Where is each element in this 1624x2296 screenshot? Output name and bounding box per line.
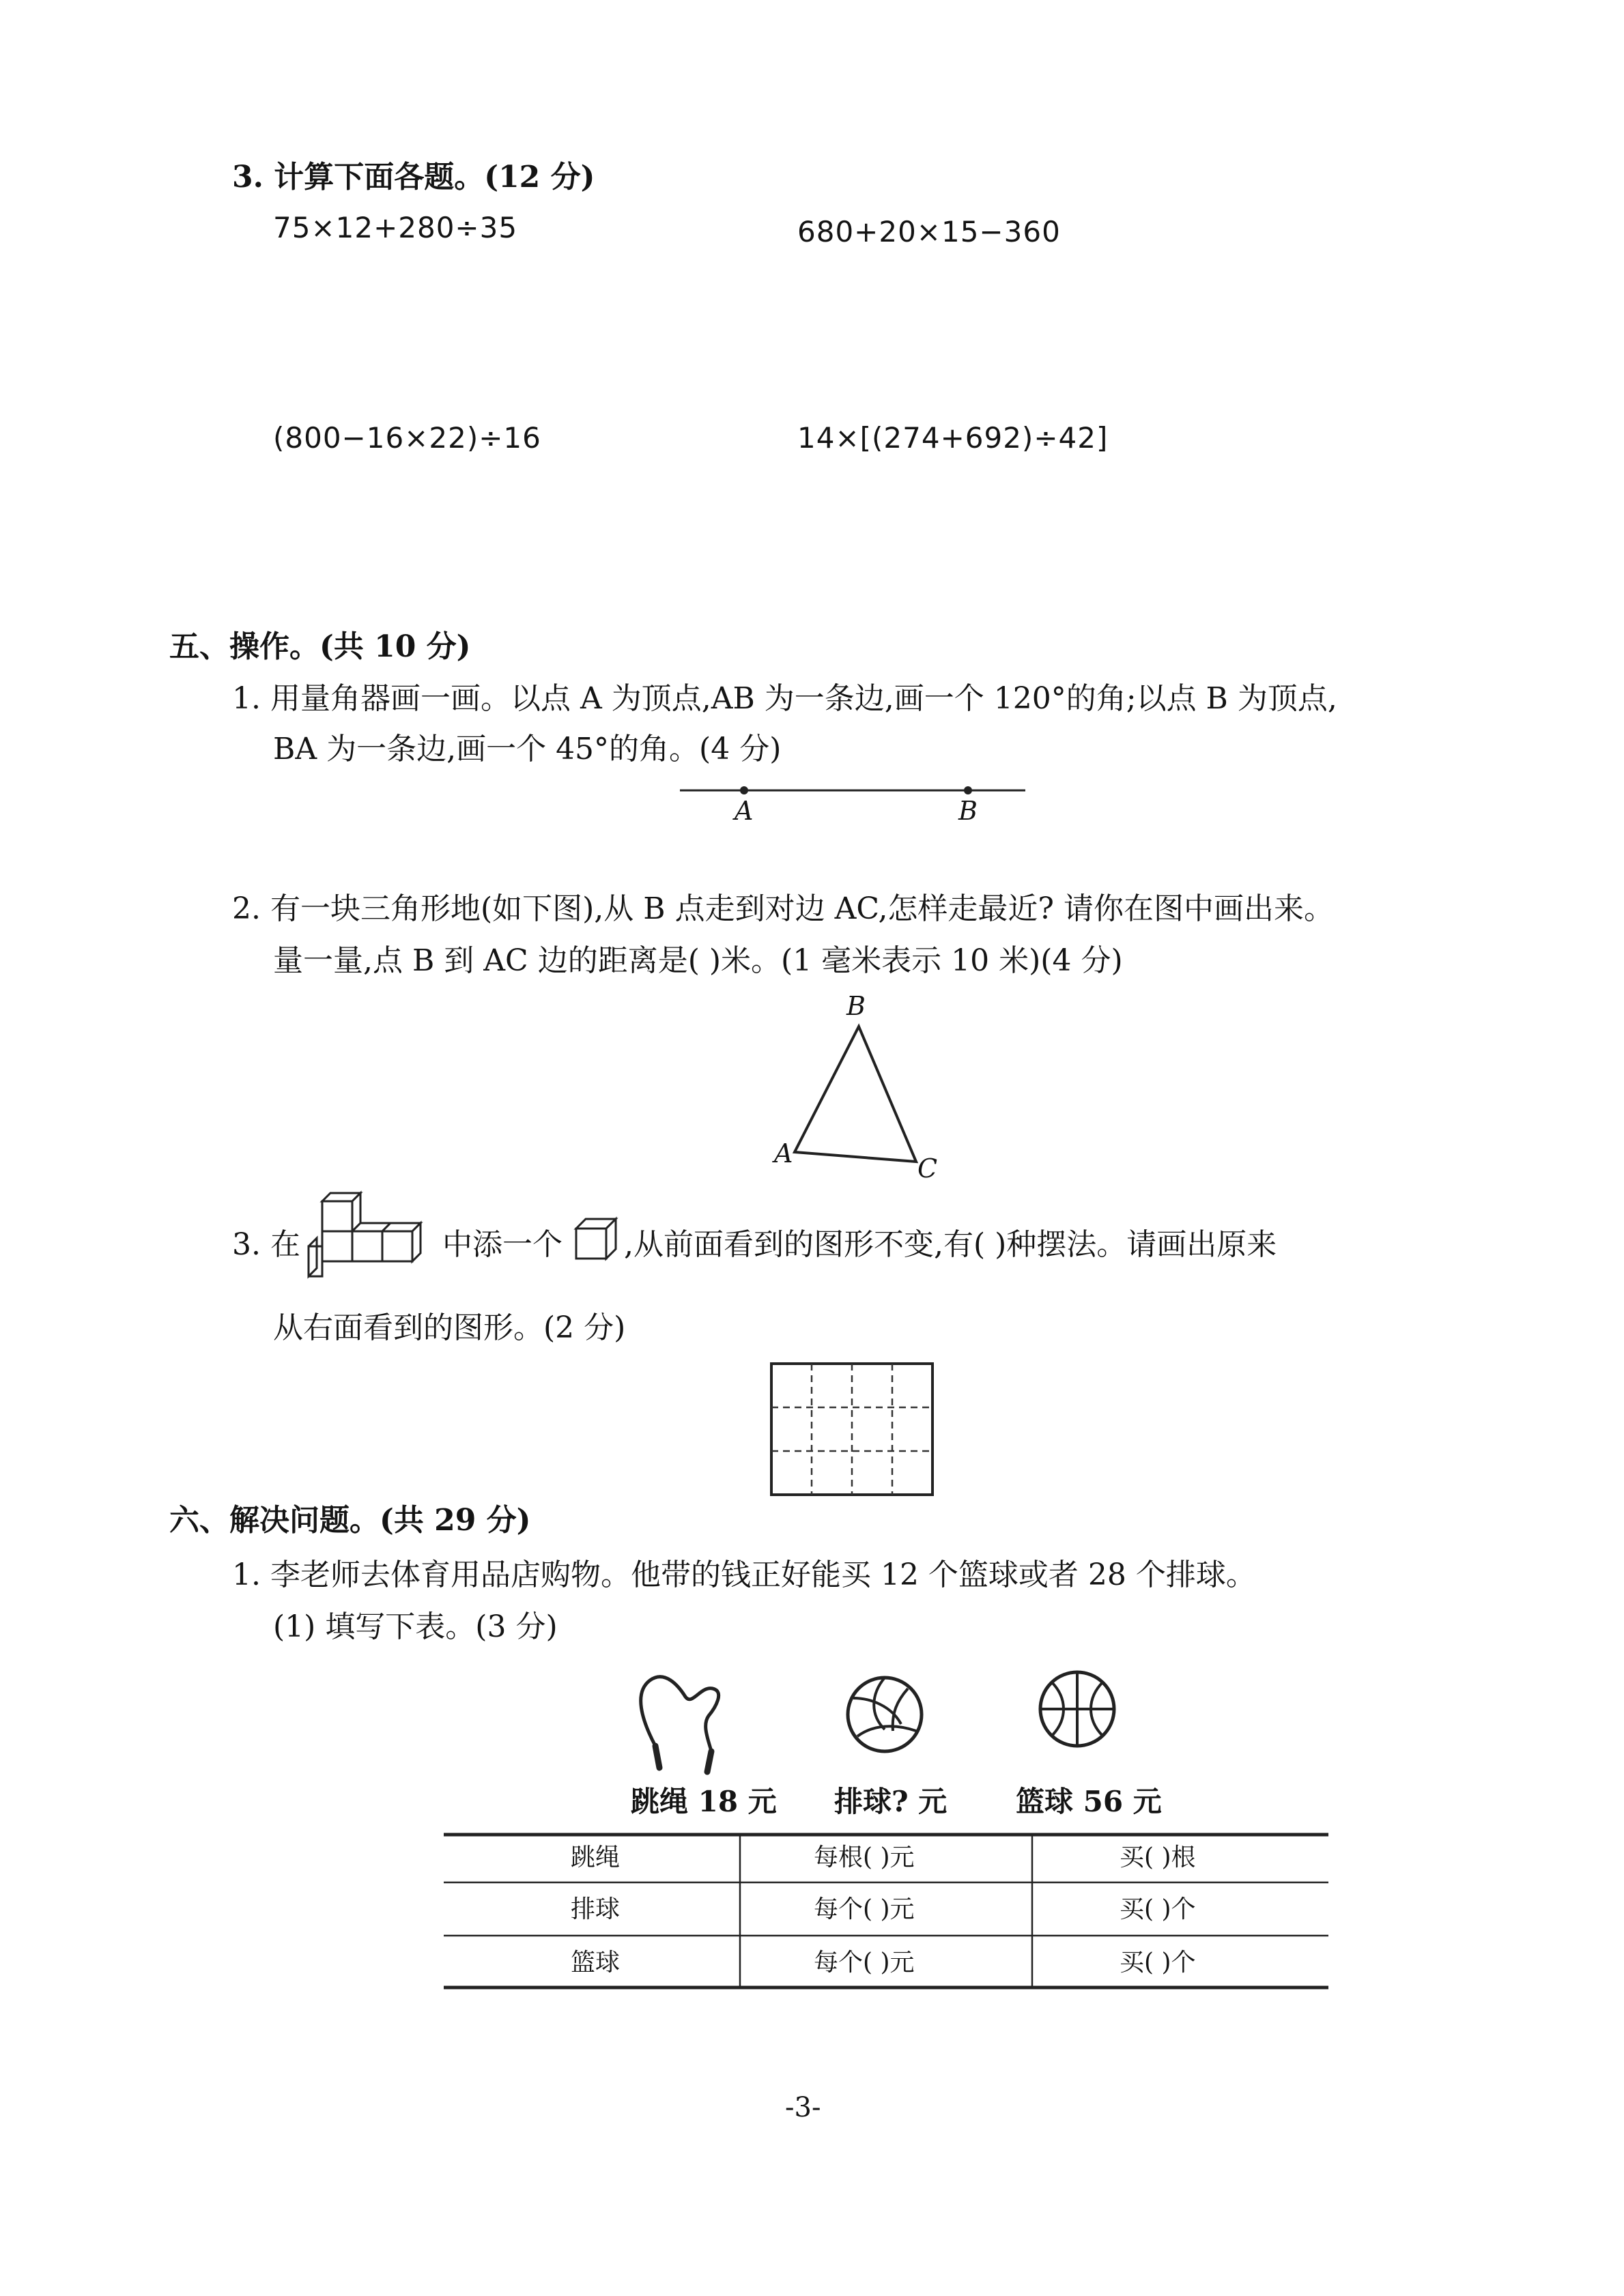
q6-1-line1: 1. 李老师去体育用品店购物。他带的钱正好能买 12 个篮球或者 28 个排球。 [232, 1558, 1256, 1592]
item-volleyball-label: 排球? 元 [834, 1785, 948, 1818]
q5-3-mid: 中添一个 [442, 1227, 562, 1262]
table-cell-blank[interactable]: 买( )根 [1120, 1843, 1196, 1871]
table-cell-blank[interactable]: 买( )个 [1120, 1895, 1196, 1923]
q6-1-sub1: (1) 填写下表。(3 分) [273, 1609, 558, 1644]
tri-a-label: A [774, 1138, 793, 1168]
q5-3-end: ,从前面看到的图形不变,有( )种摆法。请画出原来 [624, 1227, 1277, 1262]
point-a-label: A [735, 796, 754, 826]
q5-3-start: 3. 在 [232, 1227, 300, 1262]
q5-3-line2: 从右面看到的图形。(2 分) [273, 1310, 626, 1345]
table-cell-blank[interactable]: 每个( )元 [814, 1895, 915, 1923]
table-cell: 排球 [571, 1895, 621, 1923]
table-cell-blank[interactable]: 每根( )元 [814, 1843, 915, 1871]
table-cell: 篮球 [571, 1949, 621, 1977]
q5-2-line1: 2. 有一块三角形地(如下图),从 B 点走到对边 AC,怎样走最近? 请你在图中画出来。 [232, 891, 1335, 926]
section6-header: 六、解决问题。(共 29 分) [169, 1503, 531, 1538]
tri-c-label: C [917, 1153, 938, 1183]
q5-1-line2: BA 为一条边,画一个 45°的角。(4 分) [273, 732, 782, 766]
table-cell: 跳绳 [571, 1843, 621, 1871]
q5-2-line2: 量一量,点 B 到 AC 边的距离是( )米。(1 毫米表示 10 米)(4 分) [273, 943, 1123, 978]
table-cell-blank[interactable]: 买( )个 [1120, 1949, 1196, 1977]
section5-header: 五、操作。(共 10 分) [169, 629, 471, 664]
item-basketball-label: 篮球 56 元 [1016, 1785, 1162, 1818]
tri-b-label: B [846, 991, 866, 1021]
table-cell-blank[interactable]: 每个( )元 [814, 1949, 915, 1977]
expr-2: 680+20×15−360 [797, 215, 1061, 248]
expr-4: 14×[(274+692)÷42] [797, 421, 1109, 455]
expr-3: (800−16×22)÷16 [273, 421, 541, 455]
item-jump-rope-label: 跳绳 18 元 [631, 1785, 777, 1818]
q5-1-line1: 1. 用量角器画一画。以点 A 为顶点,AB 为一条边,画一个 120°的角;以点 B 为顶点, [232, 681, 1337, 716]
expr-1: 75×12+280÷35 [273, 211, 518, 244]
point-b-label: B [958, 796, 978, 826]
q4-3-title: 3. 计算下面各题。(12 分) [232, 160, 595, 195]
page-number: -3- [785, 2092, 821, 2123]
